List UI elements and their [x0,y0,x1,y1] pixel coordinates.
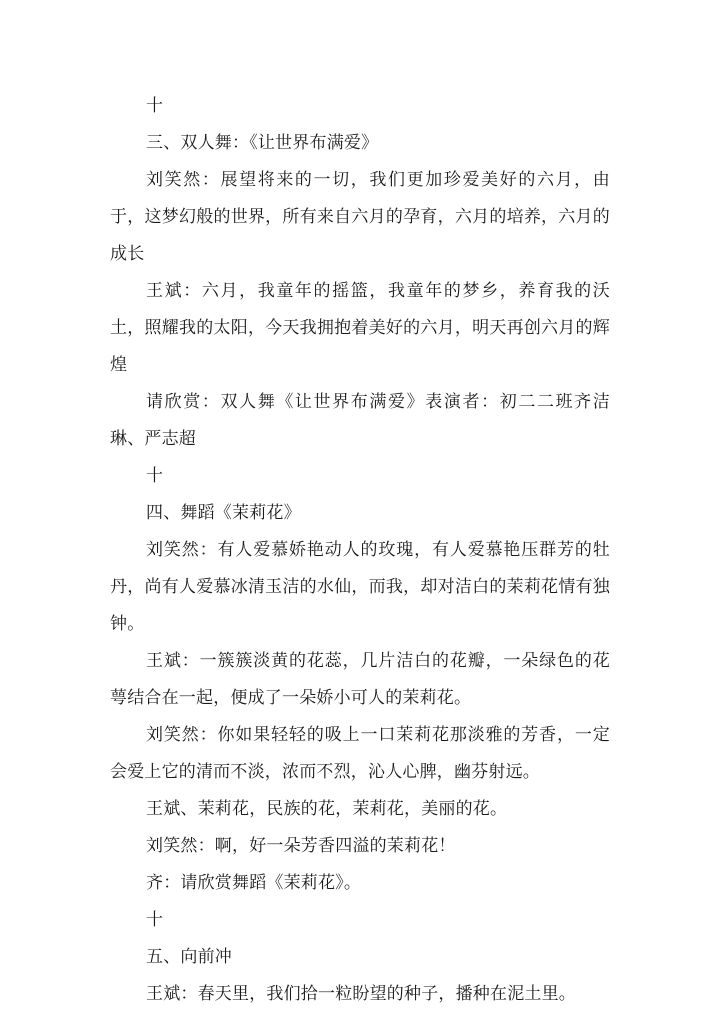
dialogue-paragraph: 王斌、茉莉花，民族的花，茉莉花，美丽的花。 [146,799,508,819]
paragraph-divider: 十 [146,466,164,486]
section-heading: 三、双人舞：《让世界布满爱》 [146,133,379,153]
announcement-paragraph: 齐：请欣赏舞蹈《茉莉花》。 [146,873,362,893]
dialogue-paragraph: 王斌：六月，我童年的摇篮，我童年的梦乡，养育我的沃土，照耀我的太阳，今天我拥抱着美好的六月，明天再创六月的辉煌 [110,281,610,375]
dialogue-paragraph: 刘笑然：啊，好一朵芳香四溢的茉莉花！ [146,836,456,856]
document-body [110,88,610,1013]
dialogue-paragraph: 刘笑然：展望将来的一切，我们更加珍爱美好的六月，由于，这梦幻般的世界，所有来自六月的孕育，六月的培养，六月的成长 [110,170,610,264]
dialogue-paragraph: 刘笑然：有人爱慕娇艳动人的玫瑰，有人爱慕艳压群芳的牡丹，尚有人爱慕冰清玉洁的水仙，而我，却对洁白的茉莉花情有独钟。 [110,540,610,634]
section-heading: 四、舞蹈《茉莉花》 [146,503,301,523]
dialogue-paragraph: 刘笑然：你如果轻轻的吸上一口茉莉花那淡雅的芳香，一定会爱上它的清而不淡，浓而不烈，沁人心脾，幽芬射远。 [110,725,610,782]
dialogue-paragraph: 王斌：春天里，我们拾一粒盼望的种子，播种在泥土里。 [146,984,576,1004]
dialogue-paragraph: 王斌：一簇簇淡黄的花蕊，几片洁白的花瓣，一朵绿色的花萼结合在一起，便成了一朵娇小可人的茉莉花。 [110,651,610,708]
announcement-paragraph: 请欣赏：双人舞《让世界布满爱》表演者：初二二班齐洁琳、严志超 [110,392,610,449]
section-heading: 五、向前冲 [146,947,232,967]
paragraph-divider: 十 [146,96,164,116]
paragraph-divider: 十 [146,910,164,930]
